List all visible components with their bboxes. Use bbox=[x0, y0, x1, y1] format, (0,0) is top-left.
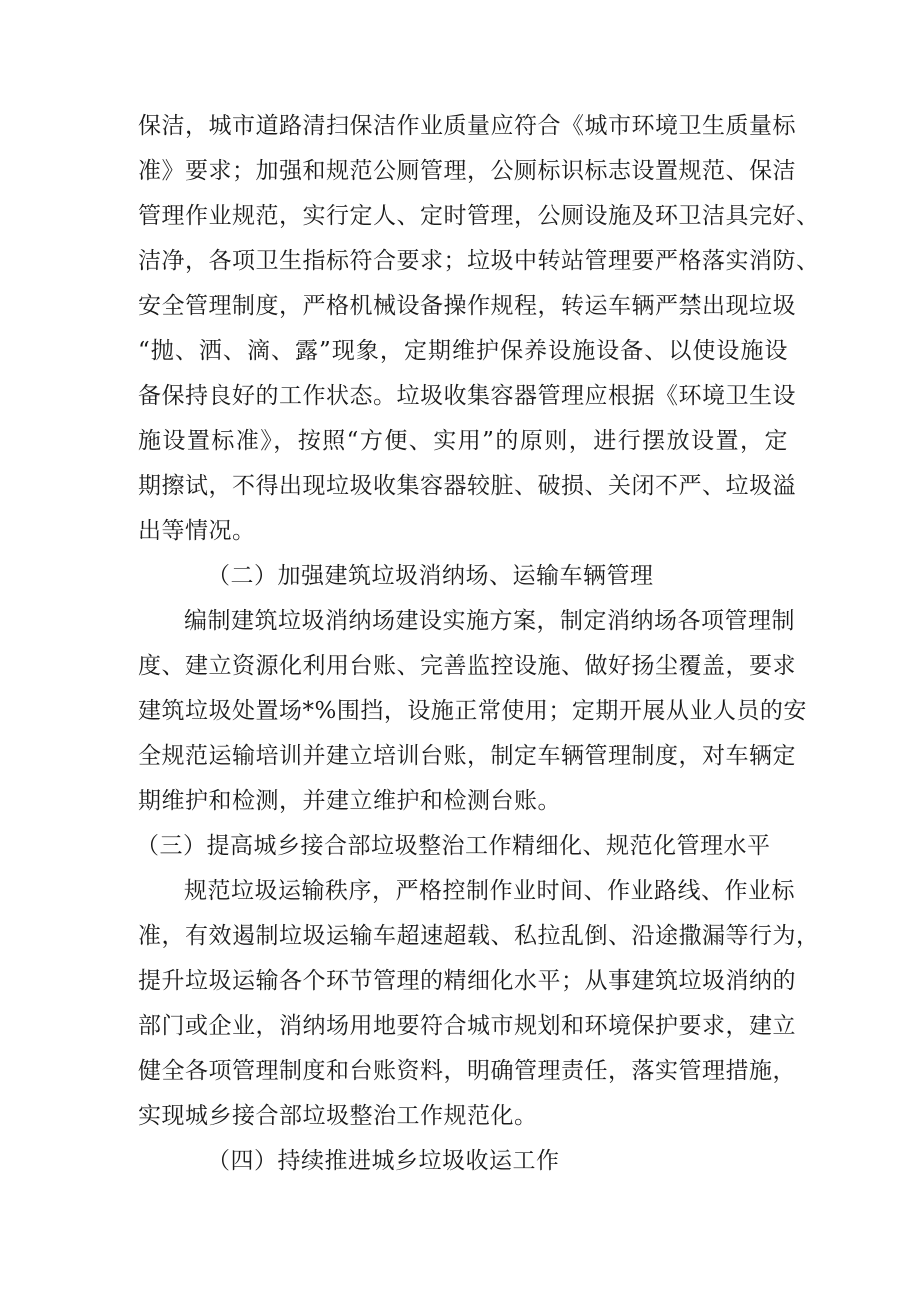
document-body bbox=[136, 104, 820, 1184]
paragraph-urban-rural bbox=[138, 869, 820, 1139]
text-line: 期维护和检测，并建立维护和检测台账。 bbox=[138, 788, 561, 814]
text-line: 度、建立资源化利用台账、完善监控设施、做好扬尘覆盖，要求 bbox=[138, 653, 796, 679]
text-line: 健全各项管理制度和台账资料，明确管理责任，落实管理措施， bbox=[138, 1058, 796, 1084]
text-line: “抛、洒、滴、露”现象，定期维护保养设施设备、以使设施设 bbox=[138, 338, 788, 364]
text-line: 提升垃圾运输各个环节管理的精细化水平；从事建筑垃圾消纳的 bbox=[138, 968, 796, 994]
section-heading-4: （四）持续推进城乡垃圾收运工作 bbox=[207, 1148, 560, 1174]
text-line: 建筑垃圾处置场*%围挡，设施正常使用；定期开展从业人员的安 bbox=[138, 698, 807, 724]
section-heading-3: （三）提高城乡接合部垃圾整治工作精细化、规范化管理水平 bbox=[136, 833, 771, 859]
text-line: 全规范运输培训并建立培训台账，制定车辆管理制度，对车辆定 bbox=[138, 743, 796, 769]
text-line: 部门或企业，消纳场用地要符合城市规划和环境保护要求，建立 bbox=[138, 1013, 796, 1039]
text-line: 准》要求；加强和规范公厕管理，公厕标识标志设置规范、保洁 bbox=[138, 158, 796, 184]
text-line: 编制建筑垃圾消纳场建设实施方案，制定消纳场各项管理制 bbox=[184, 608, 795, 634]
text-line: 备保持良好的工作状态。垃圾收集容器管理应根据《环境卫生设 bbox=[138, 383, 796, 409]
text-line: 规范垃圾运输秩序，严格控制作业时间、作业路线、作业标 bbox=[184, 878, 795, 904]
paragraph-sanitation bbox=[138, 104, 820, 554]
text-line: 实现城乡接合部垃圾整治工作规范化。 bbox=[138, 1103, 538, 1129]
text-line: 保洁，城市道路清扫保洁作业质量应符合《城市环境卫生质量标 bbox=[138, 113, 796, 139]
text-line: 准，有效遏制垃圾运输车超速超载、私拉乱倒、沿途撒漏等行为， bbox=[138, 923, 820, 949]
text-line: 洁净，各项卫生指标符合要求；垃圾中转站管理要严格落实消防、 bbox=[138, 248, 820, 274]
text-line: 期擦试，不得出现垃圾收集容器较脏、破损、关闭不严、垃圾溢 bbox=[138, 473, 796, 499]
paragraph-construction-waste bbox=[138, 599, 807, 824]
text-line: 施设置标准》，按照“方便、实用”的原则，进行摆放设置，定 bbox=[138, 428, 788, 454]
text-line: 安全管理制度，严格机械设备操作规程，转运车辆严禁出现垃圾 bbox=[138, 293, 796, 319]
text-line: 出等情况。 bbox=[138, 518, 256, 544]
text-line: 管理作业规范，实行定人、定时管理，公厕设施及环卫洁具完好、 bbox=[138, 203, 820, 229]
section-heading-2: （二）加强建筑垃圾消纳场、运输车辆管理 bbox=[207, 563, 654, 589]
